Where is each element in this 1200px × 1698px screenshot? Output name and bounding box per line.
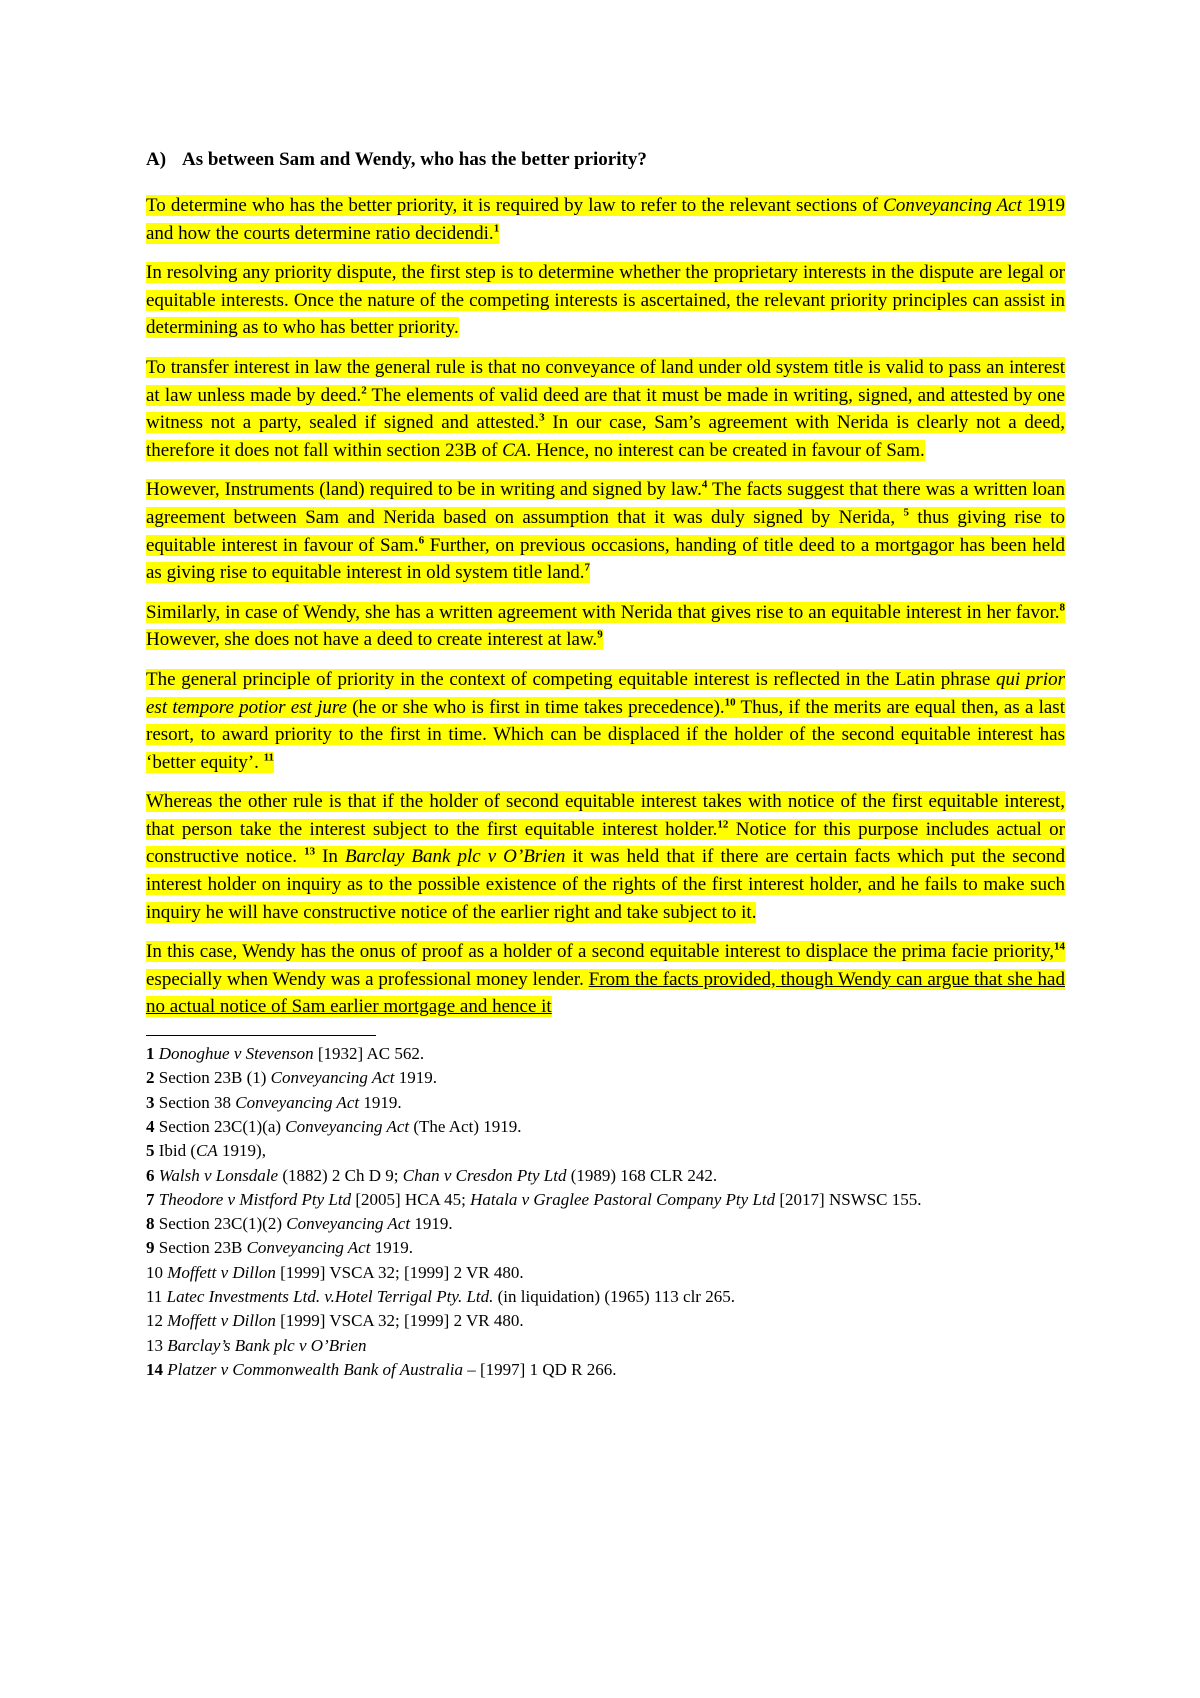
p7-text-3: In <box>315 846 345 868</box>
footnote-case: Moffett v Dillon <box>167 1262 276 1282</box>
footnote-ref-5[interactable]: 5 <box>903 506 909 519</box>
footnote-number: 7 <box>146 1189 155 1209</box>
footnote-number: 9 <box>146 1238 155 1258</box>
footnotes <box>146 1042 1065 1382</box>
footnote-ref-3[interactable]: 3 <box>539 411 545 424</box>
footnote-act: Conveyancing Act <box>286 1214 411 1234</box>
footnote-ref-10[interactable]: 10 <box>724 696 736 709</box>
p8-text: In this case, Wendy has the onus of proof as a holder of a second equitable interest to displace the prima facie priority, <box>146 941 1054 963</box>
footnote-act: Conveyancing Act <box>235 1092 360 1112</box>
p7-text-2: Notice for this purpose includes actual or constructive notice. <box>146 818 1065 868</box>
footnote-13 <box>146 1334 1065 1358</box>
footnote-number: 3 <box>146 1092 155 1112</box>
footnote-number: 11 <box>146 1287 163 1306</box>
footnote-ref-12[interactable]: 12 <box>717 818 729 831</box>
p4-text-4: Further, on previous occasions, handing of title deed to a mortgagor has been held as giving rise to equitable interest in old system title land. <box>146 534 1065 584</box>
footnote-ref-6[interactable]: 6 <box>418 534 425 547</box>
footnote-ref-2[interactable]: 2 <box>361 384 367 397</box>
footnote-case-2: Hatala v Graglee Pastoral Company Pty Ltd <box>470 1189 776 1209</box>
footnote-citation: 1919. <box>359 1092 402 1112</box>
footnote-citation: [2005] HCA 45; <box>351 1189 471 1209</box>
footnote-text: Section 23B (1) <box>154 1068 271 1088</box>
footnote-number: 4 <box>146 1116 155 1136</box>
section-heading <box>146 148 1065 172</box>
footnote-number: 10 <box>146 1262 163 1282</box>
footnote-text: Section 23C(1)(2) <box>154 1214 287 1234</box>
footnote-citation: [1999] VSCA 32; [1999] 2 VR 480. <box>275 1262 524 1282</box>
footnote-7 <box>146 1188 1065 1212</box>
p4-text-2: The facts suggest that there was a written loan agreement between Sam and Nerida based on assumption that it was duly signed by Nerida, <box>146 479 1065 528</box>
footnote-ref-13[interactable]: 13 <box>304 846 316 859</box>
footnote-citation: [1999] VSCA 32; [1999] 2 VR 480. <box>275 1311 524 1331</box>
footnote-number: 6 <box>146 1165 155 1185</box>
footnote-ref-14[interactable]: 14 <box>1054 940 1065 953</box>
footnote-ref-11[interactable]: 11 <box>263 751 275 764</box>
footnote-11 <box>146 1285 1065 1309</box>
p5-text: Similarly, in case of Wendy, she has a written agreement with Nerida that gives rise to an equitable interest in her favor. <box>146 601 1060 623</box>
p7-text: Whereas the other rule is that if the holder of second equitable interest takes with notice of the first equitable interest, that person take the interest subject to the first equitable interest holder. <box>146 791 1065 840</box>
p7-text-4: it was held that if there are certain facts which put the second interest holder on inquiry as to the possible existence of the rights of the first interest holder, and he fails to make such inquiry he will have constructive notice of the earlier right and take subject to it. <box>146 846 1065 923</box>
p8-text-2: especially when Wendy was a professional money lender. <box>146 968 589 990</box>
footnote-ref-8[interactable]: 8 <box>1059 601 1065 614</box>
footnote-case: Donoghue v Stevenson <box>158 1044 314 1064</box>
p3-text-4: . Hence, no interest can be created in favour of Sam. <box>526 439 925 461</box>
footnote-number: 12 <box>146 1311 163 1331</box>
p5-text-2: However, she does not have a deed to create interest at law. <box>146 629 598 651</box>
p3-text-2: The elements of valid deed are that it must be made in writing, signed, and attested by one witness not a party, sealed if signed and attested. <box>146 384 1065 434</box>
footnote-14 <box>146 1358 1065 1382</box>
heading-number: A) <box>146 149 167 170</box>
footnote-number: 1 <box>146 1044 155 1064</box>
footnote-number: 8 <box>146 1214 155 1234</box>
footnote-act: Conveyancing Act <box>270 1068 395 1088</box>
footnote-citation-2: (1989) 168 CLR 242. <box>566 1165 718 1185</box>
footnote-number: 13 <box>146 1335 163 1355</box>
footnote-4 <box>146 1115 1065 1139</box>
paragraph-6 <box>146 666 1065 776</box>
p3-italic: CA <box>502 439 527 461</box>
footnote-citation-2: [2017] NSWSC 155. <box>775 1189 922 1209</box>
footnote-citation: 1919. <box>370 1238 413 1258</box>
footnote-citation: 1919. <box>410 1214 453 1234</box>
p7-italic: Barclay Bank plc v O’Brien <box>344 846 566 868</box>
paragraph-2 <box>146 259 1065 342</box>
p6-text: The general principle of priority in the context of competing equitable interest is reflected in the Latin phrase <box>146 668 996 690</box>
footnote-6 <box>146 1164 1065 1188</box>
footnote-citation: [1932] AC 562. <box>313 1044 425 1064</box>
p6-text-3: Thus, if the merits are equal then, as a last resort, to award priority to the first in time. Which can be displaced if the holder of the second equitable interest has ‘better equity’. <box>146 696 1065 773</box>
paragraph-5 <box>146 599 1065 654</box>
footnote-citation: – [1997] 1 QD R 266. <box>463 1359 617 1379</box>
footnote-case: Latec Investments Ltd. v.Hotel Terrigal Pty. Ltd. <box>166 1287 494 1306</box>
footnote-case: Platzer v Commonwealth Bank of Australia <box>167 1359 464 1379</box>
paragraph-3 <box>146 354 1065 464</box>
p1-italic: Conveyancing Act <box>883 195 1022 216</box>
p1-text: To determine who has the better priority, it is required by law to refer to the relevant sections of <box>146 195 884 216</box>
footnote-number: 14 <box>146 1359 163 1379</box>
p1-text-2: 1919 and how the courts determine ratio decidendi. <box>146 195 1065 244</box>
p2-text: In resolving any priority dispute, the first step is to determine whether the proprietary interests in the dispute are legal or equitable interests. Once the nature of the competing interests is ascertained, the relevant priority principles can assist in determining as to who has better priority. <box>146 262 1065 339</box>
footnote-case: Theodore v Mistford Pty Ltd <box>158 1189 352 1209</box>
p6-text-2: (he or she who is first in time takes precedence). <box>346 696 725 718</box>
paragraph-1 <box>146 192 1065 247</box>
footnote-ref-9[interactable]: 9 <box>597 628 603 641</box>
footnote-ref-7[interactable]: 7 <box>584 561 591 574</box>
footnote-text: Section 23B <box>154 1238 247 1258</box>
footnote-9 <box>146 1236 1065 1260</box>
paragraph-4 <box>146 476 1065 586</box>
footnote-3 <box>146 1091 1065 1115</box>
footnote-12 <box>146 1309 1065 1333</box>
footnote-case: Moffett v Dillon <box>167 1311 276 1331</box>
p4-text: However, Instruments (land) required to be in writing and signed by law. <box>146 479 702 501</box>
p6-italic: qui prior est tempore potior est jure <box>146 668 1065 718</box>
footnote-ref-1[interactable]: 1 <box>493 222 500 235</box>
footnote-text: Ibid ( <box>154 1141 197 1161</box>
p3-text: To transfer interest in law the general rule is that no conveyance of land under old system title is valid to pass an interest at law unless made by deed. <box>146 356 1065 406</box>
footnote-citation: 1919. <box>394 1068 437 1088</box>
footnote-citation: 1919), <box>217 1141 266 1161</box>
p8-underlined: From the facts provided, though Wendy can argue that she had no actual notice of Sam earlier mortgage and hence it <box>146 968 1065 1018</box>
footnote-text: Section 23C(1)(a) <box>154 1116 286 1136</box>
footnote-act: Conveyancing Act <box>285 1116 410 1136</box>
footnote-ref-4[interactable]: 4 <box>701 479 708 492</box>
paragraph-8 <box>146 938 1065 1021</box>
footnote-10 <box>146 1261 1065 1285</box>
paragraph-7 <box>146 788 1065 926</box>
footnote-separator <box>146 1035 376 1036</box>
footnote-number: 2 <box>146 1068 155 1088</box>
footnote-citation: (The Act) 1919. <box>409 1116 522 1136</box>
footnote-number: 5 <box>146 1141 155 1161</box>
heading-text: As between Sam and Wendy, who has the better priority? <box>182 149 647 170</box>
footnote-case: Barclay’s Bank plc v O’Brien <box>167 1335 367 1355</box>
footnote-case-2: Chan v Cresdon Pty Ltd <box>402 1165 567 1185</box>
footnote-8 <box>146 1212 1065 1236</box>
footnote-1 <box>146 1042 1065 1066</box>
footnote-case: Walsh v Lonsdale <box>158 1165 279 1185</box>
footnote-act: Conveyancing Act <box>246 1238 371 1258</box>
footnote-text: Section 38 <box>154 1092 236 1112</box>
footnote-citation: (in liquidation) (1965) 113 clr 265. <box>493 1287 735 1306</box>
footnote-citation: (1882) 2 Ch D 9; <box>278 1165 403 1185</box>
footnote-2 <box>146 1066 1065 1090</box>
p3-text-3: In our case, Sam’s agreement with Nerida is clearly not a deed, therefore it does not fall within section 23B of <box>146 412 1065 461</box>
p4-text-3: thus giving rise to equitable interest in favour of Sam. <box>146 506 1065 556</box>
footnote-act: CA <box>196 1141 218 1161</box>
footnote-5 <box>146 1139 1065 1163</box>
